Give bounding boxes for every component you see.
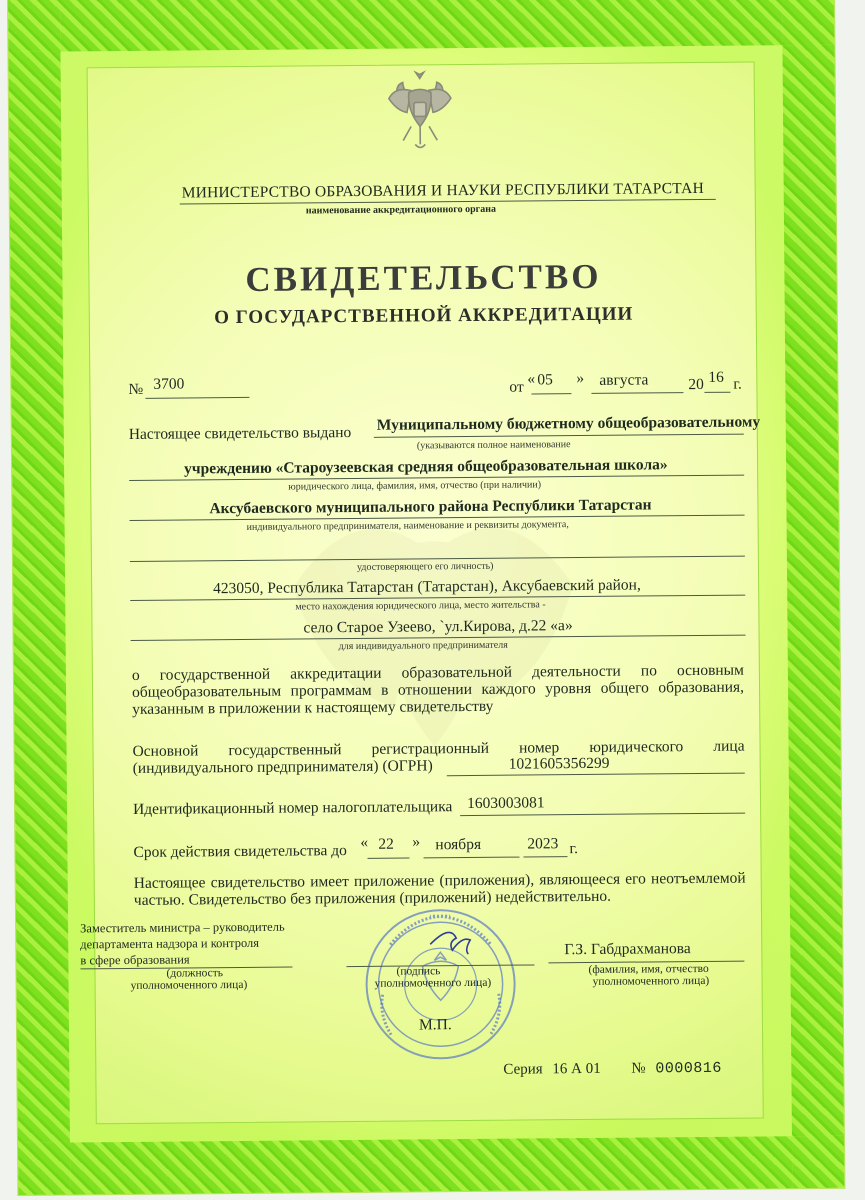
certificate-number: 3700 [153,375,185,393]
series-number: 0000816 [655,1059,722,1078]
signature-caption-line1: (подпись [396,965,441,978]
address-line2: село Старое Узеево, `ул.Кирова, д.22 «а» [303,617,573,637]
number-label: № [128,380,144,398]
validity-day: 22 [378,835,394,853]
issued-caption6: для индивидуального предпринимателя [338,639,508,653]
series-number-label: № [631,1060,646,1077]
ogrn-label-line1: Основной государственный регистрационный номер юридического лица [132,737,745,760]
position-caption-line2: уполномоченного лица) [130,978,248,992]
date-day: 05 [537,371,553,389]
name-caption-line1: (фамилия, имя, отчество [588,962,709,976]
series-value: 16 А 01 [552,1060,601,1078]
certificate-sheet [8,0,844,1195]
date-open-quote: « [527,370,536,388]
issued-to-label: Настоящее свидетельство выдано [128,424,352,443]
position-caption-line1: (должность [166,967,224,980]
inn-label: Идентификационный номер налогоплательщика [132,798,453,818]
date-year-suffix: 16 [708,368,724,386]
date-from-label: от [509,378,524,396]
double-headed-eagle-emblem [381,68,460,153]
date-year-label: г. [733,375,742,393]
position-line1: Заместитель министра – руководитель [80,919,285,936]
issued-caption3: индивидуального предпринимателя, наименование и реквизиты документа, [246,519,569,533]
issued-to-line2: учреждению «Староузеевская средняя общеобразовательная школа» [184,456,668,478]
signature-scribble [430,932,470,954]
position-line3: в сфере образования [80,952,190,968]
issued-caption1: (указываются полное наименование [416,439,571,452]
ogrn-label-line2: (индивидуального предпринимателя) (ОГРН) [132,757,433,777]
date-month: августа [599,371,649,389]
issued-to-line1: Муниципальному бюджетному общеобразовательному [376,413,761,434]
issued-caption5: место нахождения юридического лица, место жительства - [295,599,546,613]
validity-close-quote: » [412,833,421,851]
issued-caption2: юридического лица, фамилия, имя, отчество (при наличии) [288,479,542,493]
validity-year: 2023 [527,835,559,853]
certificate-subtitle: О ГОСУДАРСТВЕННОЙ АККРЕДИТАЦИИ [214,303,634,329]
inn-value: 1603003081 [466,794,545,813]
signature-caption-line2: уполномоченного лица) [374,976,492,990]
ministry-caption: наименование аккредитационного органа [305,203,497,217]
validity-month: ноября [435,835,482,854]
validity-label: Срок действия свидетельства до [133,842,347,861]
position-line2: департамента надзора и контроля [80,935,260,952]
name-caption-line2: уполномоченного лица) [592,974,710,988]
issued-to-line3: Аксубаевского муниципального района Республики Татарстан [209,496,652,518]
accreditation-text: о государственной аккредитации образовательной деятельности по основным общеобразовательным программам в отношении каждого уровня общего образования, указанным в приложении к настоящему свидетельству [131,661,745,718]
ogrn-value: 1021605356299 [508,754,610,773]
ministry-name: МИНИСТЕРСТВО ОБРАЗОВАНИЯ И НАУКИ РЕСПУБЛИКИ ТАТАРСТАН [181,179,705,202]
certificate-title: СВИДЕТЕЛЬСТВО [245,256,602,299]
appendix-note: Настоящее свидетельство имеет приложение (приложения), являющееся его неотъемлемой частью. Свидетельство без приложения (приложений) недействительно. [133,869,746,909]
date-year-prefix: 20 [688,375,704,394]
seal-place-label: М.П. [418,1016,452,1034]
signatory-name: Г.З. Габдрахманова [564,940,691,959]
date-close-quote: » [576,369,585,388]
address-line1: 423050, Республика Татарстан (Татарстан), Аксубаевский район, [213,576,641,598]
validity-year-label: г. [569,840,578,858]
issued-caption4: удостоверяющего его личность) [356,560,494,573]
series-label: Серия [503,1061,543,1078]
validity-open-quote: « [360,833,369,851]
